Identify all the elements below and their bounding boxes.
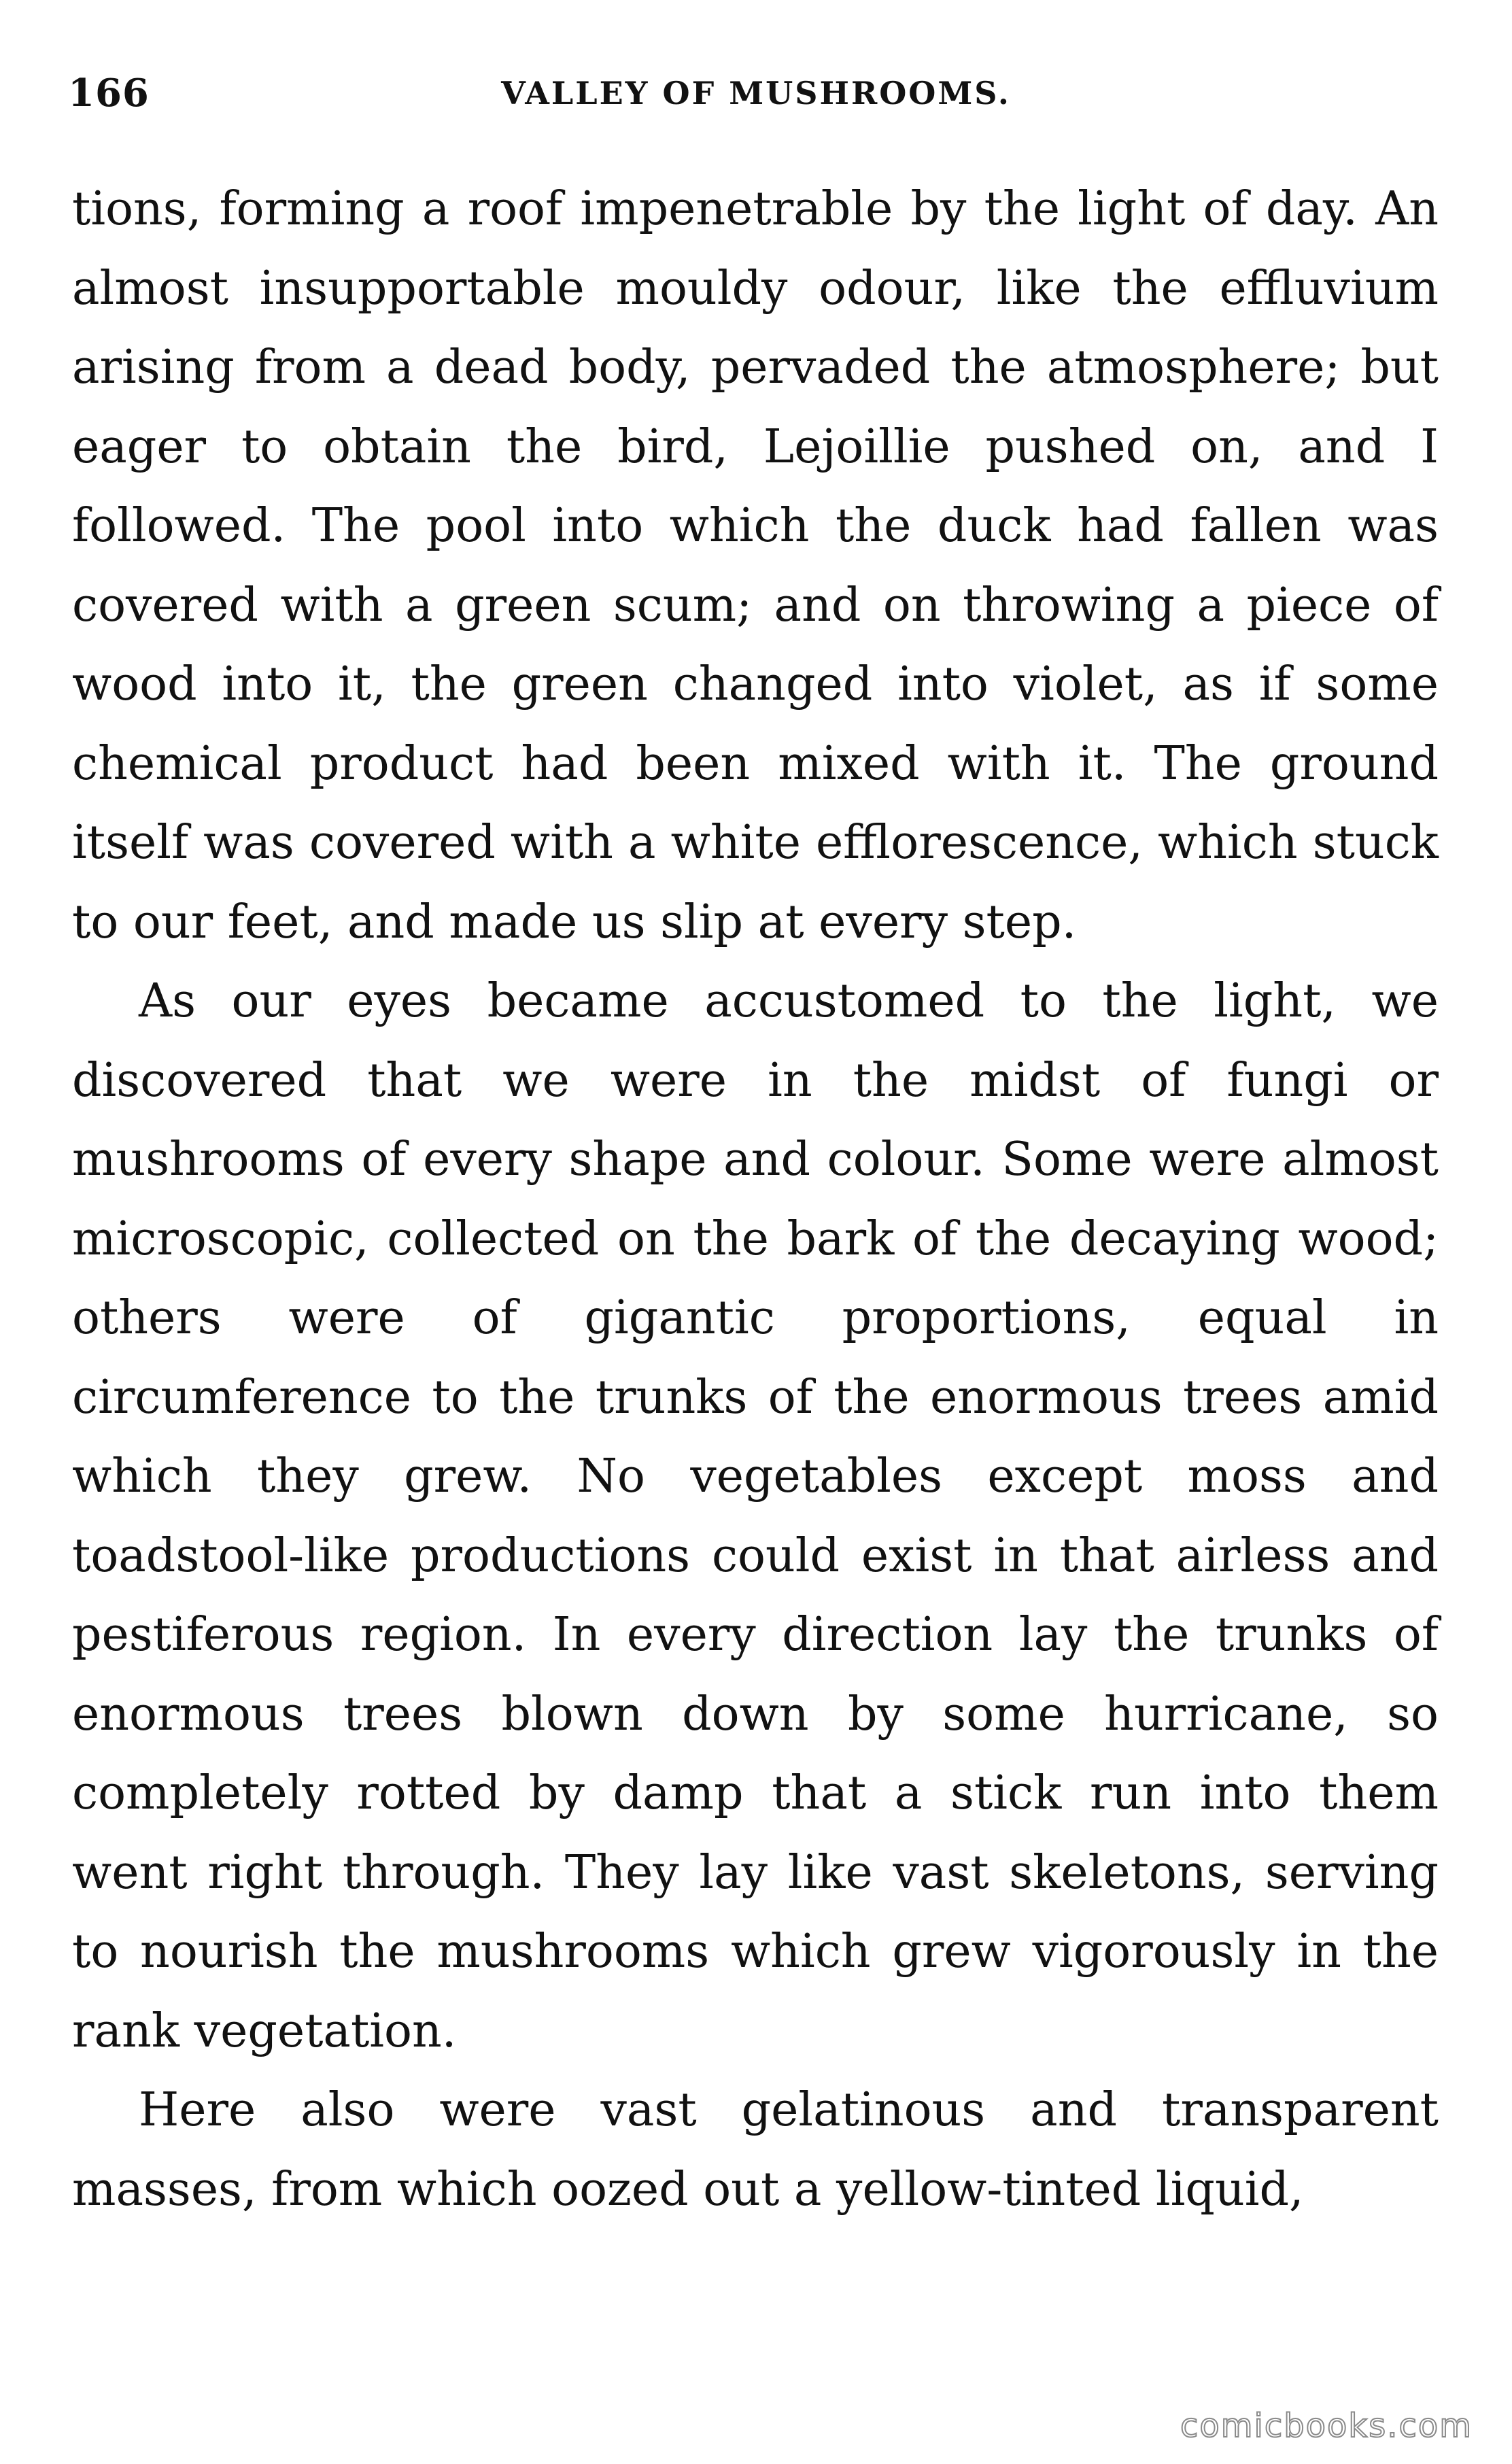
paragraph-continued: tions, forming a roof impenetrable by the light of day. An almost insupportable mouldy odour, like the effluvium arising from a dead body, pervaded the atmosphere; but eager to obtain the bird, Lejoillie pushed on, and I followed. The pool into which the duck had fallen was covered with a green scum; and on throwing a piece of wood into it, the green changed into violet, as if some chemical product had been mixed with it. The ground itself was covered with a white efflorescence, which stuck to our feet, and made us slip at every step. xyxy=(72,182,1439,949)
paragraph: As our eyes became accustomed to the light, we discovered that we were in the midst of fungi or mushrooms of every shape and colour. Some were almost microscopic, collected on the bark of the decaying wood; others were of gigantic proportions, equal in circumference to the trunks of the enormous trees amid which they grew. No vegetables except moss and toadstool-like productions could exist in that airless and pestiferous region. In every direction lay the trunks of enormous trees blown down by some hurricane, so completely rotted by damp that a stick run into them went right through. They lay like vast skeletons, serving to nourish the mushrooms which grew vigorously in the rank vegetation. xyxy=(72,974,1439,2058)
watermark: comicbooks.com xyxy=(1180,2407,1473,2445)
running-title: VALLEY OF MUSHROOMS. xyxy=(501,75,1011,112)
paragraph: Here also were vast gelatinous and transparent masses, from which oozed out a yellow-tinted liquid, xyxy=(72,2083,1439,2217)
body-text xyxy=(72,170,1439,2229)
page-number: 166 xyxy=(68,71,150,116)
running-head xyxy=(68,63,1444,124)
